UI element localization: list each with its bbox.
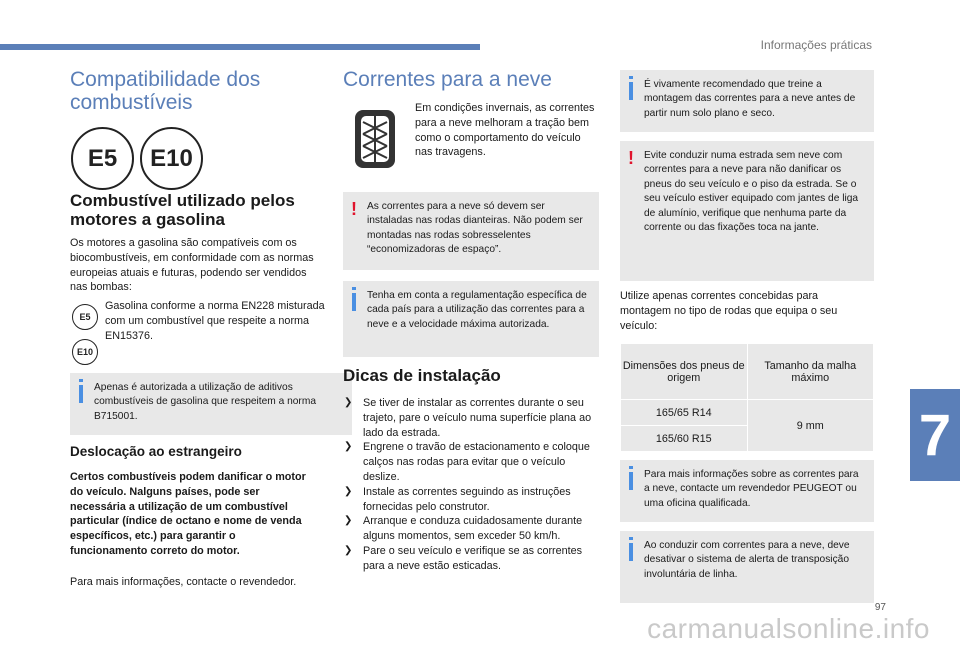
info-box-more-info [620, 460, 874, 522]
warning-front-text: As correntes para a neve só devem ser instaladas nas rodas dianteiras. Não podem ser montadas nas rodas sobresselentes “economizadoras de espaço”. [367, 201, 583, 256]
info-box-lane-assist [620, 531, 874, 603]
page-title-fuel: Compatibilidade dos combustíveis [70, 68, 261, 114]
warning-road-text: Evite conduzir numa estrada sem neve com correntes para a neve para não danificar os pneus do seu veículo e o piso da estrada. Se o seu veículo estiver equipado com jantes de liga de alumínio, verifique que nenhuma parte da corrente ou das fixações toca na jante. [644, 150, 859, 234]
chapter-tab: 7 [910, 389, 960, 481]
table-cell-tyre-1: 165/65 R14 [621, 400, 748, 426]
watermark: carmanualsonline.info [647, 613, 930, 644]
info-more-text: Para mais informações sobre as correntes para a neve, contacte um revendedor PEUGEOT ou uma oficina qualificada. [644, 469, 859, 509]
install-tips-list [343, 396, 599, 574]
heading-fuel: Combustível utilizado pelos motores a gasolina [70, 191, 295, 229]
info-box-training [620, 70, 874, 132]
page-number: 97 [874, 602, 886, 613]
info-box-fuel [70, 373, 352, 435]
intro-chains: Em condições invernais, as correntes para a neve melhoram a tração bem como o comportamento do veículo nas travagens. [415, 102, 595, 159]
e10-small-icon: E10 [72, 339, 98, 365]
header-accent-bar [0, 44, 480, 50]
list-item: ❯ Se tiver de instalar as correntes durante o seu trajeto, pare o veículo numa superfície plana ao lado da estrada. [344, 397, 592, 439]
table-header-tyre: Dimensões dos pneus de origem [621, 344, 748, 400]
para-abroad: Para mais informações, contacte o revendedor. [70, 576, 297, 588]
info-box-regulation [343, 281, 599, 357]
list-item: ❯ Arranque e conduza cuidadosamente durante alguns momentos, sem exceder 50 km/h. [344, 515, 583, 543]
bullet-icon: ❯ [344, 544, 353, 556]
e5-badge-icon: E5 [71, 127, 134, 190]
warning-box-road [620, 141, 874, 281]
list-item: ❯ Engrene o travão de estacionamento e coloque calços nas rodas para evitar que o veículo deslize. [344, 441, 590, 483]
list-item: ❯ Pare o seu veículo e verifique se as correntes para a neve estão esticadas. [344, 544, 583, 572]
info-lane-text: Ao conduzir com correntes para a neve, deve desativar o sistema de alerta de transposição involuntária de linha. [644, 540, 850, 580]
info-icon [352, 293, 356, 311]
e5-small-icon: E5 [72, 304, 98, 330]
warning-icon: ! [351, 199, 357, 219]
warning-icon: ! [628, 148, 634, 168]
bullet-icon: ❯ [344, 485, 353, 497]
info-fuel-text: Apenas é autorizada a utilização de aditivos combustíveis de gasolina que respeitem a norma B715001. [94, 382, 316, 422]
heading-install-tips: Dicas de instalação [343, 366, 501, 385]
snow-chain-icon [349, 104, 401, 174]
para-use: Utilize apenas correntes concebidas para montagem no tipo de rodas que equipa o seu veículo: [620, 290, 838, 332]
warning-box-front-wheels [343, 192, 599, 270]
norm-text: Gasolina conforme a norma EN228 misturada com um combustível que respeite a norma EN15376. [105, 300, 325, 342]
table-cell-mesh: 9 mm [747, 400, 873, 452]
info-icon [629, 543, 633, 561]
tyre-chain-table [620, 343, 874, 452]
info-icon [629, 472, 633, 490]
section-title: Informações práticas [760, 38, 872, 52]
bold-abroad: Certos combustíveis podem danificar o motor do veículo. Nalguns países, pode ser necessária a utilização de um combustível particular (índice de octano e nome de venda específicos, etc.) para garantir o funcionamento correto do motor. [70, 471, 306, 557]
bullet-icon: ❯ [344, 441, 353, 453]
page-title-chains: Correntes para a neve [343, 68, 552, 91]
info-regulation-text: Tenha em conta a regulamentação específica de cada país para a utilização das correntes para a neve e a velocidade máxima autorizada. [367, 290, 587, 330]
info-icon [629, 82, 633, 100]
heading-abroad: Deslocação ao estrangeiro [70, 444, 242, 459]
list-item: ❯ Instale as correntes seguindo as instruções fornecidas pelo construtor. [344, 485, 571, 513]
bullet-icon: ❯ [344, 515, 353, 527]
bullet-icon: ❯ [344, 397, 353, 408]
table-cell-tyre-2: 165/60 R15 [621, 426, 748, 452]
e10-badge-icon: E10 [140, 127, 203, 190]
info-training-text: É vivamente recomendado que treine a montagem das correntes para a neve antes de partir num solo plano e seco. [644, 79, 856, 119]
para-fuel: Os motores a gasolina são compatíveis com os biocombustíveis, em conformidade com as normas europeias atuais e futuras, podendo ser vendidos nas bombas: [70, 237, 314, 294]
info-icon [79, 385, 83, 403]
table-header-mesh: Tamanho da malha máximo [747, 344, 873, 400]
